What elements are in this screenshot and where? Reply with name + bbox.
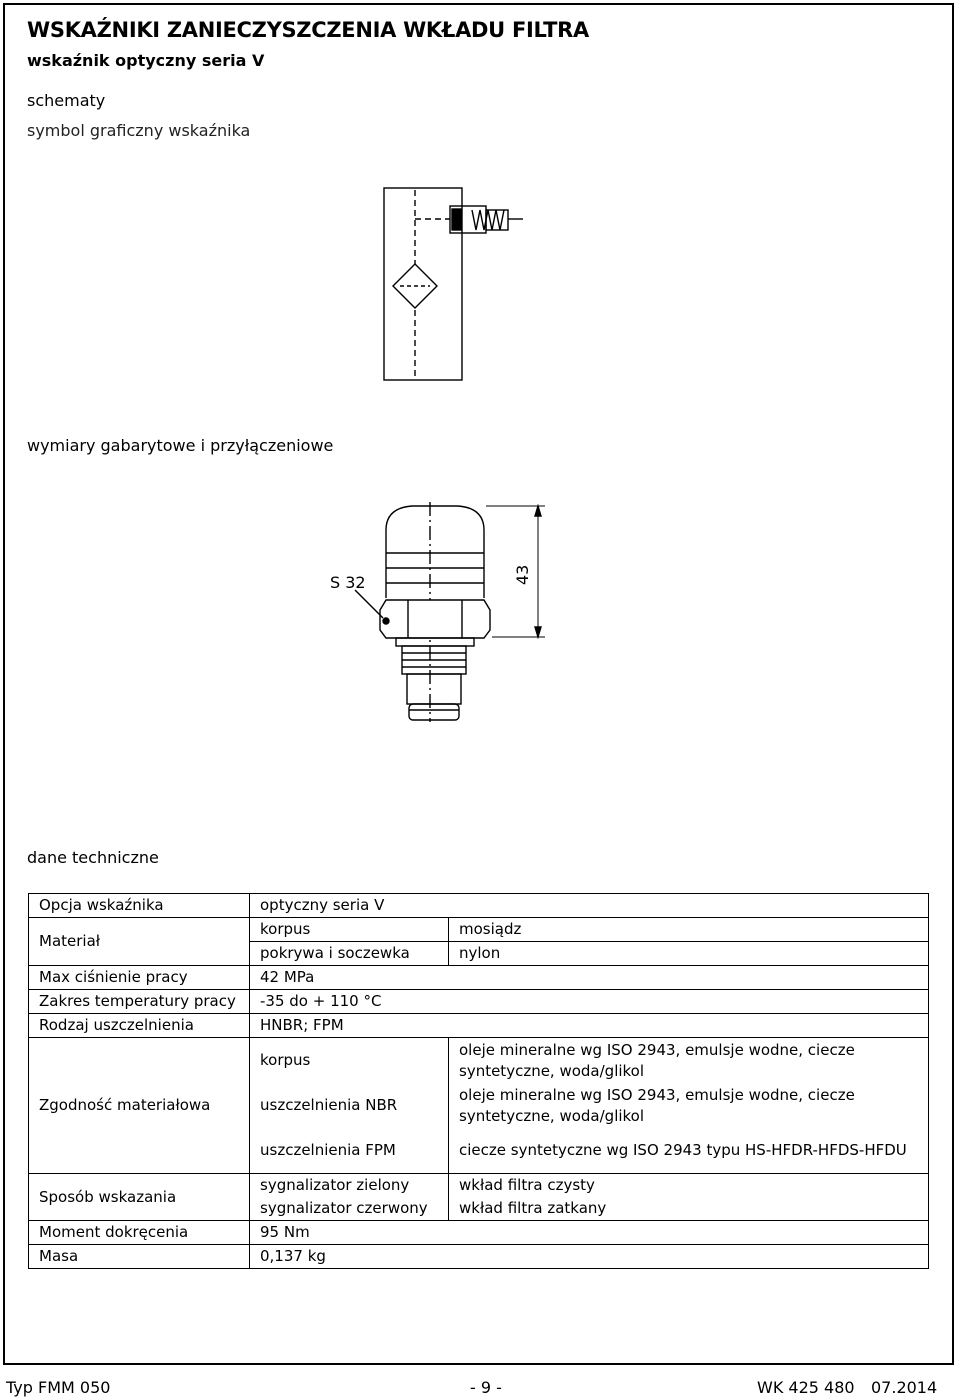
table-row — [29, 1014, 929, 1038]
hex-body — [380, 600, 490, 638]
row-label: Zgodność materiałowa — [29, 1038, 250, 1174]
row-value: mosiądz — [449, 918, 929, 942]
row-label: Rodzaj uszczelnienia — [29, 1014, 250, 1038]
table-row — [29, 1245, 929, 1269]
row-value: -35 do + 110 °C — [250, 990, 929, 1014]
cap-outline — [386, 506, 484, 598]
section-symbol: symbol graficzny wskaźnika — [27, 121, 251, 140]
stem-tip — [409, 704, 459, 720]
row-subkey: uszczelnienia FPM — [250, 1128, 449, 1174]
row-label: Moment dokręcenia — [29, 1221, 250, 1245]
row-value: 95 Nm — [250, 1221, 929, 1245]
footer-type: Typ FMM 050 — [6, 1378, 111, 1397]
footer-document-code: WK 425 480 — [757, 1378, 855, 1397]
row-value: wkład filtra zatkany — [449, 1197, 929, 1221]
row-value: nylon — [449, 942, 929, 966]
row-value: oleje mineralne wg ISO 2943, emulsje wodne, ciecze syntetyczne, woda/glikol — [449, 1038, 929, 1084]
row-value: 42 MPa — [250, 966, 929, 990]
row-subkey: uszczelnienia NBR — [250, 1083, 449, 1128]
row-label: Masa — [29, 1245, 250, 1269]
section-wymiary: wymiary gabarytowe i przyłączeniowe — [27, 436, 334, 455]
table-row — [29, 990, 929, 1014]
thread-size-label: S 32 — [330, 573, 366, 592]
section-schematy: schematy — [27, 91, 106, 110]
row-label: Opcja wskaźnika — [29, 894, 250, 918]
page-subtitle: wskaźnik optyczny seria V — [27, 51, 265, 70]
row-subkey: sygnalizator zielony — [250, 1174, 449, 1198]
table-row — [29, 918, 929, 942]
table-row — [29, 1221, 929, 1245]
row-value: wkład filtra czysty — [449, 1174, 929, 1198]
row-subkey: korpus — [250, 918, 449, 942]
indicator-symbol — [384, 188, 523, 380]
indicator-dimension-drawing — [355, 502, 545, 722]
footer-date: 07.2014 — [871, 1378, 938, 1397]
spring-icon — [472, 210, 504, 230]
row-subkey: korpus — [250, 1038, 449, 1084]
table-row — [29, 1038, 929, 1084]
row-value: 0,137 kg — [250, 1245, 929, 1269]
row-value: optyczny seria V — [250, 894, 929, 918]
row-label: Sposób wskazania — [29, 1174, 250, 1221]
thread-leader — [355, 590, 383, 618]
dim-arrow-top — [535, 506, 541, 516]
technical-data-table — [28, 893, 929, 1269]
dim-arrow-bottom — [535, 627, 541, 637]
row-label: Zakres temperatury pracy — [29, 990, 250, 1014]
row-label: Materiał — [29, 918, 250, 966]
table-row — [29, 1174, 929, 1198]
footer-page-number: - 9 - — [470, 1378, 502, 1397]
neck — [396, 638, 474, 646]
stem — [407, 674, 461, 704]
indicator-piston — [452, 209, 461, 230]
seal-dot — [383, 618, 389, 624]
row-subkey: sygnalizator czerwony — [250, 1197, 449, 1221]
page-title: WSKAŹNIKI ZANIECZYSZCZENIA WKŁADU FILTRA — [27, 18, 589, 42]
height-dimension-label: 43 — [513, 564, 532, 585]
table-row — [29, 966, 929, 990]
row-value: oleje mineralne wg ISO 2943, emulsje wodne, ciecze syntetyczne, woda/glikol — [449, 1083, 929, 1128]
row-label: Max ciśnienie pracy — [29, 966, 250, 990]
row-value: ciecze syntetyczne wg ISO 2943 typu HS-HFDR-HFDS-HFDU — [449, 1128, 929, 1174]
row-value: HNBR; FPM — [250, 1014, 929, 1038]
section-dane: dane techniczne — [27, 848, 159, 867]
row-subkey: pokrywa i soczewka — [250, 942, 449, 966]
table-row — [29, 894, 929, 918]
